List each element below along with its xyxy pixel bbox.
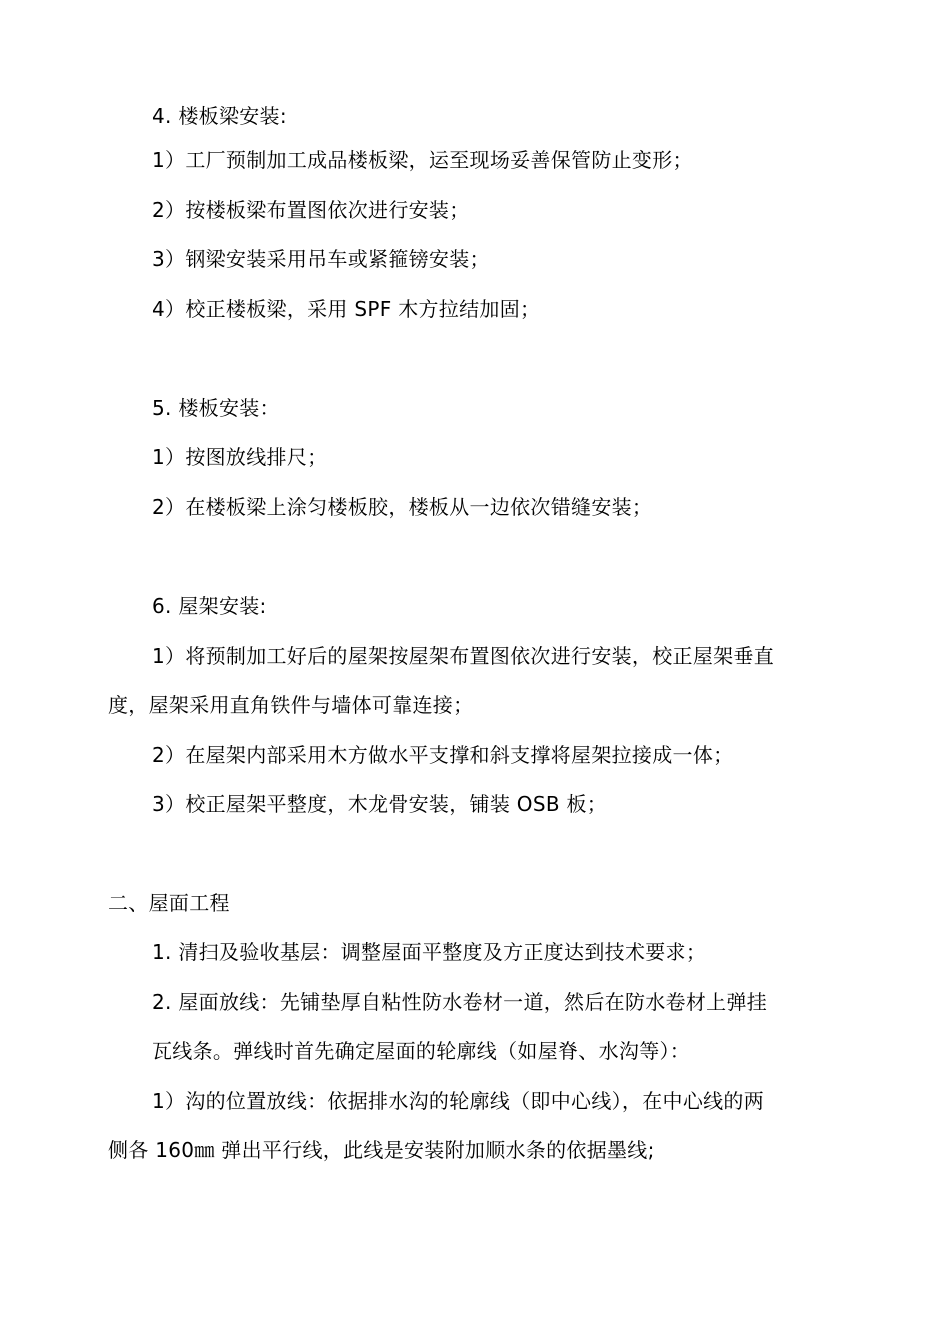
section-4-item-4: 4）校正楼板梁，采用 SPF 木方拉结加固； [152,297,541,321]
section-6-item-3: 3）校正屋架平整度，木龙骨安装，铺装 OSB 板； [152,792,608,816]
section-6-item-1-line-2: 度，屋架采用直角铁件与墙体可靠连接； [108,693,474,717]
section-6-heading: 6. 屋架安装: [152,594,267,618]
section-6-item-2: 2）在屋架内部采用木方做水平支撑和斜支撑将屋架拉接成一体； [152,743,734,767]
section-4-item-3: 3）钢梁安装采用吊车或紧箍镑安装； [152,247,490,271]
section-4-item-2: 2）按楼板梁布置图依次进行安装； [152,198,470,222]
part-2-paragraph-3-line-2: 侧各 160㎜ 弹出平行线，此线是安装附加顺水条的依据墨线; [108,1138,655,1162]
part-2-paragraph-2-line-1: 2. 屋面放线：先铺垫厚自粘性防水卷材一道，然后在防水卷材上弹挂 [152,990,768,1014]
section-6-item-1-line-1: 1）将预制加工好后的屋架按屋架布置图依次进行安装，校正屋架垂直 [152,644,775,668]
part-2-paragraph-1: 1. 清扫及验收基层：调整屋面平整度及方正度达到技术要求； [152,940,707,964]
part-2-paragraph-2-line-2: 瓦线条。弹线时首先确定屋面的轮廓线（如屋脊、水沟等）： [152,1039,691,1063]
section-4-item-1: 1）工厂预制加工成品楼板梁，运至现场妥善保管防止变形； [152,148,693,172]
part-2-paragraph-3-line-1: 1）沟的位置放线：依据排水沟的轮廓线（即中心线），在中心线的两 [152,1089,765,1113]
section-5-item-1: 1）按图放线排尺； [152,445,328,469]
section-5-heading: 5. 楼板安装： [152,396,280,420]
section-5-item-2: 2）在楼板梁上涂匀楼板胶，楼板从一边依次错缝安装； [152,495,653,519]
part-2-heading: 二、屋面工程 [108,891,230,915]
section-4-heading: 4. 楼板梁安装: [152,104,287,128]
